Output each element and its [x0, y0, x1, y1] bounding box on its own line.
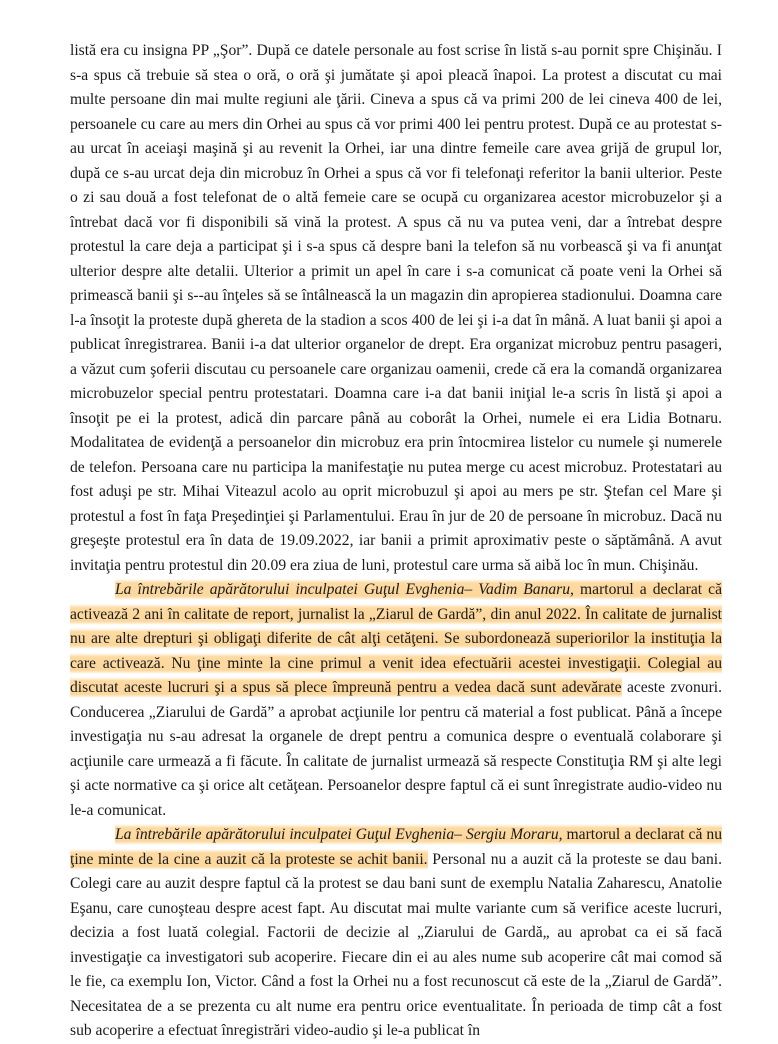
paragraph-testimony-continuation: listă era cu insigna PP „Şor”. După ce datele personale au fost scrise în listă s-au pornit spre Chişinău. I s-a spus că trebuie să stea o oră, o oră şi jumătate şi apoi pleacă înapoi. La protest a discutat cu mai multe persoane din mai multe regiuni ale ţării. Cineva a spus că va primi 200 de lei cineva 400 de lei, persoanele cu care au mers din Orhei au spus că vor primi 400 lei pentru protest. După ce au protestat s-au urcat în aceiaşi maşină şi au revenit la Orhei, iar una dintre femeile care avea grijă de grupul lor, după ce s-au urcat deja din microbuz în Orhei a spus că vor fi telefonaţi referitor la banii ulterior. Peste o zi sau două a fost telefonat de o altă femeie care se ocupă cu organizarea acestor microbuzelor şi a întrebat dacă vor fi disponibili să vină la protest. A spus că nu va putea veni, dar a întrebat despre protestul la care deja a participat şi i s-a spus că despre bani la telefon să nu vorbească şi va fi anunţat ulterior despre alte detalii. Ulterior a primit un apel în care i s-a comunicat că poate veni la Orhei să primească banii şi s--au înţeles să se întâlnească la un magazin din apropierea stadionului. Doamna care l-a însoţit la proteste după ghereta de la stadion a scos 400 de lei şi i-a dat în mână. A luat banii şi apoi a publicat înregistrarea. Banii i-a dat ulterior organelor de drept. Era organizat microbuz pentru pasageri, a văzut cum şoferii discutau cu persoanele care organizau oamenii, crede că era la comandă organizarea microbuzelor special pentru protestatari. Doamna care i-a dat banii iniţial le-a scris în listă şi apoi a însoţit pe ei la protest, adică din parcare până au coborât la Orhei, numele ei era Lidia Botnaru. Modalitatea de evidenţă a persoanelor din microbuz era prin întocmirea listelor cu numele şi numerele de telefon. Persoana care nu participa la manifestaţie nu putea merge cu acest microbuz. Protestatari au fost aduşi pe str. Mihai Viteazul acolo au oprit microbuzul şi apoi au mers pe str. Ştefan cel Mare şi protestul a fost în faţa Preşedinţiei şi Parlamentului. Erau în jur de 20 de persoane în microbuz. Dacă nu greşeşte protestul era în data de 19.09.2022, iar banii a primit aproximativ peste o săptămână. A avut invitaţia pentru protestul din 20.09 era ziua de luni, protestul care urma să aibă loc în mun. Chişinău.: [70, 42, 722, 574]
highlighted-text-banaru: martorul a declarat că activează 2 ani în calitate de report, jurnalist la „Ziarul de Gardă”, din anul 2022. În calitate de jurnalist nu are alte drepturi şi obligaţi diferite de cât alţi cetăţeni. Se subordonează superiorilor la instituţia la care activează. Nu ţine minte la cine primul a venit idea efectuării acestei investigaţii. Colegial au discutat aceste lucruri şi a spus să plece împreună pentru a vedea dacă sunt adevărate: [70, 581, 722, 696]
paragraph-defense-questions-banaru: [70, 578, 722, 823]
paragraph-text-banaru: aceste zvonuri. Conducerea „Ziarului de Gardă” a aprobat acţiunile lor pentru că material a fost publicat. Până a începe investigaţia nu s-au adresat la organele de drept pentru a comunica despre o eventuală colaborare şi acţiunile care urmează a fi făcute. În calitate de jurnalist urmează să respecte Constituţia RM şi alte legi şi acte normative ca şi orice alt cetăţean. Persoanelor despre faptul că ei sunt înregistrate audio-video nu le-a comunicat.: [70, 679, 722, 819]
italic-intro-banaru: La întrebările apărătorului inculpatei Guţul Evghenia– Vadim Banaru,: [115, 581, 574, 598]
highlighted-text-moraru: martorul a declarat că nu ţine minte de la cine a auzit că la proteste se achit banii.: [70, 826, 722, 868]
italic-intro-moraru: La întrebările apărătorului inculpatei Guţul Evghenia– Sergiu Moraru,: [115, 826, 563, 843]
paragraph-defense-questions-moraru: [70, 823, 722, 1044]
paragraph-text-moraru: Personal nu a auzit că la proteste se dau bani. Colegi care au auzit despre faptul că la protest se dau bani sunt de exemplu Natalia Zaharescu, Anatolie Eşanu, care cunoşteau despre acest fapt. Au discutat mai multe variante cum să verifice aceste lucruri, decizia a fost luată colegial. Factorii de decizie al „Ziarului de Gardă„ au aprobat ca ei să facă investigaţie ca investigatori sub acoperire. Fiecare din ei au ales nume sub acoperire cât mai comod să le fie, ca exemplu Ion, Victor. Când a fost la Orhei nu a fost recunoscut că este de la „Ziarul de Gardă”. Necesitatea de a se prezenta cu alt nume era pentru orice eventualitate. În perioada de timp cât a fost sub acoperire a efectuat înregistrări video-audio şi le-a publicat în: [70, 850, 722, 1039]
